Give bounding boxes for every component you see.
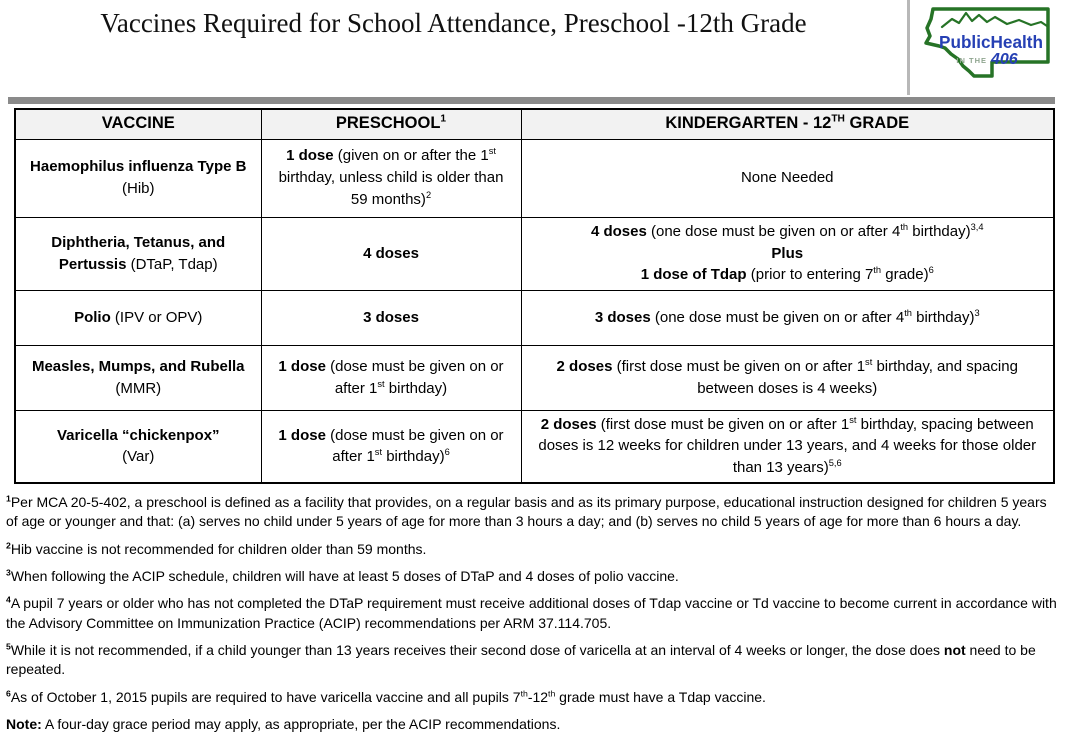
- vaccine-name-cell: Varicella “chickenpox” (Var): [15, 410, 261, 483]
- footnote-2: $^2$Hib vaccine is not recommended for children older than 59 months.: [6, 539, 427, 557]
- vaccine-table: [14, 108, 1055, 484]
- page-title: Vaccines Required for School Attendance, Preschool -12th Grade: [100, 8, 807, 38]
- masthead: [0, 0, 1067, 97]
- vaccine-name-cell: Polio (IPV or OPV): [15, 290, 261, 345]
- note-line: Note: A four-day grace period may apply, as appropriate, per the ACIP recommendations.: [6, 715, 561, 732]
- vaccine-name-cell: Diphtheria, Tetanus, and Pertussis (DTaP, Tdap): [15, 217, 261, 290]
- column-header-preschool: PRESCHOOL$^1$: [261, 109, 521, 139]
- divider-bar: [8, 97, 1055, 104]
- k12-cell: 2 doses (first dose must be given on or after 1st birthday, spacing between doses is 12 weeks for children under 13 years, and 4 weeks for those older than 13 years)$^{5,6}$: [521, 410, 1054, 483]
- footnote-3: $^3$When following the ACIP schedule, children will have at least 5 doses of DTaP and 4 doses of polio vaccine.: [6, 567, 679, 584]
- footnote-5: $^5$While it is not recommended, if a child younger than 13 years receives their second dose of varicella at an interval of 4 weeks or longer, the dose does not need to be repeated.: [6, 641, 1036, 678]
- k12-cell: 2 doses (first dose must be given on or after 1st birthday, and spacing between doses is 4 weeks): [521, 345, 1054, 410]
- publichealth-406-logo: [910, 0, 1067, 95]
- k12-cell: 3 doses (one dose must be given on or after 4th birthday)$^3$: [521, 290, 1054, 345]
- k12-cell: 4 doses (one dose must be given on or after 4th birthday)$^{3,4}$ Plus 1 dose of Tdap (prior to entering 7th grade)$^6$: [521, 217, 1054, 290]
- preschool-cell: 4 doses: [261, 217, 521, 290]
- table-row-hib: [15, 139, 1054, 217]
- logo-name-text: PublicHealth: [938, 32, 1043, 52]
- preschool-cell: 1 dose (dose must be given on or after 1st birthday): [261, 345, 521, 410]
- footnote-1: $^1$Per MCA 20-5-402, a preschool is defined as a facility that provides, on a regular basis and as its primary purpose, educational instruction designed for children 5 years of age or younger and that: (a) serves no child under 5 years of age for more than 3 hours a day; and (b) serves no child 5 years of age for more than 6 hours a day.: [6, 493, 1047, 530]
- k12-cell: None Needed: [521, 139, 1054, 217]
- preschool-cell: 1 dose (dose must be given on or after 1st birthday)$^6$: [261, 410, 521, 483]
- table-row-varicella: [15, 410, 1054, 483]
- vaccine-name-cell: Haemophilus influenza Type B (Hib): [15, 139, 261, 217]
- column-header-k12: KINDERGARTEN - 12TH GRADE: [521, 109, 1054, 139]
- column-header-vaccine: VACCINE: [15, 109, 261, 139]
- preschool-cell: 1 dose (given on or after the 1st birthday, unless child is older than 59 months)$^2$: [261, 139, 521, 217]
- footnotes: [6, 493, 1059, 734]
- table-header-row: [15, 109, 1054, 139]
- montana-logo-icon: [914, 2, 1064, 95]
- footnote-6: $^6$As of October 1, 2015 pupils are required to have varicella vaccine and all pupils 7th-12th grade must have a Tdap vaccine.: [6, 687, 766, 705]
- table-row-mmr: [15, 345, 1054, 410]
- table-row-polio: [15, 290, 1054, 345]
- table-row-dtap: [15, 217, 1054, 290]
- logo-tagline-prefix-text: IN THE: [955, 56, 987, 65]
- logo-tagline-number-text: 406: [990, 51, 1018, 68]
- footnote-4: $^4$A pupil 7 years or older who has not completed the DTaP requirement must receive additional doses of Tdap vaccine or Td vaccine to become current in accordance with the Advisory Committee on Immunization Practice (ACIP) recommendations per ARM 37.114.705.: [6, 594, 1057, 631]
- preschool-cell: 3 doses: [261, 290, 521, 345]
- vaccine-name-cell: Measles, Mumps, and Rubella (MMR): [15, 345, 261, 410]
